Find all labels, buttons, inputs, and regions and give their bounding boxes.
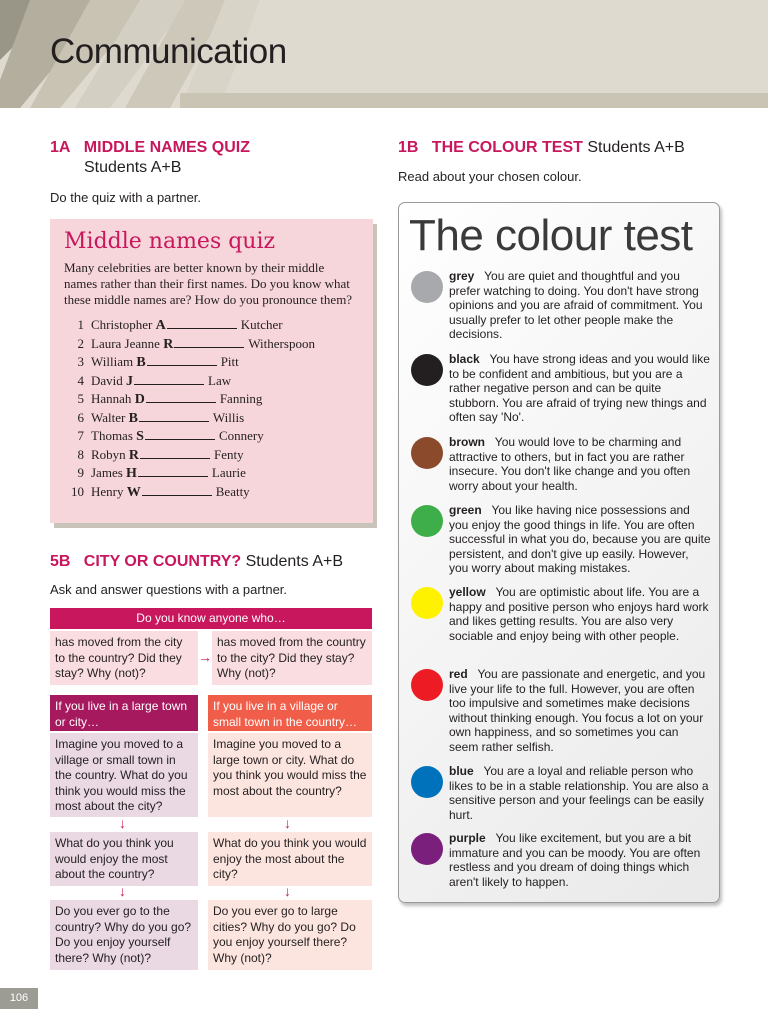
section-1a-heading <box>50 138 250 178</box>
colour-description <box>449 435 711 493</box>
down-arrow-icon: ↓ <box>119 815 126 831</box>
country-column-heading: If you live in a village or small town in the country… <box>208 695 372 731</box>
colour-name: yellow <box>449 585 486 599</box>
section-1a-instruction: Do the quiz with a partner. <box>50 190 202 205</box>
section-1b-subtitle: Students A+B <box>587 139 685 156</box>
section-1b-title: THE COLOUR TEST <box>431 139 583 156</box>
answer-blank[interactable] <box>139 421 209 422</box>
quiz-item-first-name: Hannah <box>91 391 132 406</box>
quiz-item <box>64 372 359 391</box>
country-question-1: Imagine you moved to a large town or city. What do you think you would miss the most about the country? <box>208 733 372 817</box>
quiz-item-number: 4 <box>77 372 84 388</box>
page-number: 106 <box>0 988 38 1009</box>
answer-blank[interactable] <box>142 495 212 496</box>
colour-test-title: The colour test <box>409 211 693 260</box>
colour-name: grey <box>449 269 475 283</box>
quiz-item-initial: W <box>126 484 141 500</box>
colour-name: green <box>449 503 482 517</box>
section-5b-number: 5B <box>50 553 71 570</box>
quiz-item <box>64 483 359 502</box>
down-arrow-icon: ↓ <box>284 815 291 831</box>
green-dot-icon <box>411 505 443 537</box>
quiz-item-initial: B <box>136 355 146 370</box>
quiz-item-surname: Witherspoon <box>248 335 315 351</box>
row1-left-cell: has moved from the city to the country? Did they stay? Why (not)? <box>50 631 198 685</box>
colour-text: You like excitement, but you are a bit immature and you can be moody. You are often restless and you dream of doing things which aren't likely to happen. <box>449 831 701 889</box>
quiz-item <box>64 427 359 446</box>
quiz-item-number: 6 <box>77 409 84 425</box>
answer-blank[interactable] <box>138 476 208 477</box>
colour-name: purple <box>449 831 486 845</box>
colour-text: You are quiet and thoughtful and you prefer watching to doing. You don't have strong opinions and you are afraid of commitment. You usually prefer to let other people make the decisions. <box>449 269 703 341</box>
quiz-item <box>64 409 359 428</box>
quiz-item-initial: D <box>134 392 145 407</box>
answer-blank[interactable] <box>146 402 216 403</box>
blue-dot-icon <box>411 766 443 798</box>
quiz-item <box>64 464 359 483</box>
grey-dot-icon <box>411 271 443 303</box>
quiz-item <box>64 335 359 354</box>
quiz-item-first-name: David <box>91 372 123 388</box>
colour-description <box>449 764 711 822</box>
quiz-item <box>64 353 359 372</box>
quiz-item-first-name: William <box>91 354 134 369</box>
page-header <box>0 0 768 108</box>
answer-blank[interactable] <box>174 347 244 348</box>
quiz-item-initial: A <box>155 318 166 333</box>
answer-blank[interactable] <box>140 458 210 459</box>
quiz-item-initial: B <box>128 410 138 426</box>
colour-description <box>449 503 711 576</box>
city-column-heading: If you live in a large town or city… <box>50 695 198 731</box>
yellow-dot-icon <box>411 587 443 619</box>
quiz-item-number: 8 <box>77 446 84 462</box>
quiz-item-initial: S <box>136 429 144 444</box>
section-1b-heading <box>398 138 685 158</box>
country-question-2: What do you think you would enjoy the most about the city? <box>208 832 372 886</box>
colour-description <box>449 831 711 889</box>
section-1b-number: 1B <box>398 139 419 156</box>
colour-test-box <box>398 202 720 903</box>
colour-text: You have strong ideas and you would like to be confident and ambitious, but you are a rather negative person and can be quite stubborn. You are afraid of trying new things and often say 'No'. <box>449 352 710 424</box>
quiz-list <box>64 316 359 501</box>
section-5b-subtitle: Students A+B <box>245 553 343 570</box>
city-question-2: What do you think you would enjoy the most about the country? <box>50 832 198 886</box>
quiz-item-number: 10 <box>71 483 84 499</box>
colour-description <box>449 269 711 342</box>
quiz-item-number: 3 <box>77 354 84 369</box>
quiz-item-first-name: Robyn <box>91 446 126 462</box>
answer-blank[interactable] <box>167 328 237 329</box>
colour-name: black <box>449 352 480 366</box>
colour-description <box>449 667 711 754</box>
colour-description <box>449 585 711 643</box>
section-5b-title: CITY OR COUNTRY? <box>83 553 242 570</box>
quiz-item-initial: H <box>126 466 137 481</box>
section-1b-instruction: Read about your chosen colour. <box>398 169 582 184</box>
quiz-item-number: 2 <box>77 335 84 351</box>
quiz-item-number: 5 <box>77 391 84 406</box>
page-title: Communication <box>50 32 287 71</box>
quiz-item-surname: Fanning <box>219 391 263 406</box>
section-1a-title: MIDDLE NAMES QUIZ <box>83 139 251 156</box>
table-header: Do you know anyone who… <box>50 608 372 629</box>
quiz-item <box>64 390 359 409</box>
quiz-item-first-name: Henry <box>91 483 124 499</box>
red-dot-icon <box>411 669 443 701</box>
quiz-item-initial: J <box>126 373 134 389</box>
quiz-item-first-name: Walter <box>91 409 126 425</box>
down-arrow-icon: ↓ <box>119 883 126 899</box>
quiz-item-surname: Connery <box>218 428 264 443</box>
quiz-item-first-name: Laura Jeanne <box>91 335 160 351</box>
quiz-item-first-name: James <box>91 465 123 480</box>
quiz-intro: Many celebrities are better known by their middle names rather than their first names. Do you know what these middle names are? How do you pronounce them? <box>64 260 353 307</box>
quiz-item-initial: R <box>128 447 140 463</box>
purple-dot-icon <box>411 833 443 865</box>
quiz-item-surname: Fenty <box>214 446 244 462</box>
colour-name: blue <box>449 764 474 778</box>
quiz-item-first-name: Christopher <box>91 317 153 332</box>
row1-right-cell: has moved from the country to the city? Did they stay? Why (not)? <box>212 631 372 685</box>
quiz-item <box>64 446 359 465</box>
colour-description <box>449 352 711 425</box>
answer-blank[interactable] <box>134 384 204 385</box>
section-5b-instruction: Ask and answer questions with a partner. <box>50 582 288 597</box>
quiz-item-surname: Laurie <box>211 465 246 480</box>
city-question-1: Imagine you moved to a village or small town in the country. What do you think you would miss the most about the city? <box>50 733 198 817</box>
brown-dot-icon <box>411 437 443 469</box>
answer-blank[interactable] <box>145 439 215 440</box>
colour-name: brown <box>449 435 485 449</box>
colour-text: You are optimistic about life. You are a happy and positive person who enjoys hard work and likes getting results. You are also very sociable and enjoy being with other people. <box>449 585 709 643</box>
quiz-item-number: 1 <box>77 317 84 332</box>
section-5b-heading <box>50 552 343 572</box>
colour-text: You would love to be charming and attractive to others, but in fact you are rather insecure. You don't like change and you often worry about your health. <box>449 435 691 493</box>
quiz-item-initial: R <box>163 336 174 352</box>
quiz-item-surname: Beatty <box>215 483 250 499</box>
section-1a-subtitle: Students A+B <box>84 159 182 176</box>
quiz-item-number: 7 <box>77 428 84 443</box>
quiz-title: Middle names quiz <box>64 229 276 254</box>
black-dot-icon <box>411 354 443 386</box>
quiz-item-surname: Law <box>208 372 232 388</box>
quiz-item-first-name: Thomas <box>91 428 133 443</box>
section-1a-number: 1A <box>50 139 71 156</box>
right-arrow-icon: → <box>198 649 212 665</box>
answer-blank[interactable] <box>147 365 217 366</box>
middle-names-quiz-box <box>50 219 373 523</box>
quiz-item-number: 9 <box>77 465 84 480</box>
colour-name: red <box>449 667 468 681</box>
colour-text: You are a loyal and reliable person who likes to be in a stable relationship. You are also a sensitive person and your feelings can be easily hurt. <box>449 764 709 822</box>
header-strip <box>180 93 768 108</box>
quiz-item-surname: Kutcher <box>240 317 283 332</box>
quiz-item-surname: Willis <box>212 409 245 425</box>
quiz-item-surname: Pitt <box>220 354 239 369</box>
country-question-3: Do you ever go to large cities? Why do you go? Do you enjoy yourself there? Why (not)? <box>208 900 372 970</box>
city-question-3: Do you ever go to the country? Why do you go? Do you enjoy yourself there? Why (not)? <box>50 900 198 970</box>
colour-text: You are passionate and energetic, and you live your life to the full. However, you are often too impulsive and sometimes make decisions without thinking enough. You focus a lot on your own happiness, and so sometimes you can seem rather selfish. <box>449 667 706 754</box>
down-arrow-icon: ↓ <box>284 883 291 899</box>
quiz-item <box>64 316 359 335</box>
colour-text: You like having nice possessions and you enjoy the good things in life. You are often successful in what you do, because you are quite persistent, and don't give up easily. However, you worry about making mistakes. <box>449 503 711 575</box>
